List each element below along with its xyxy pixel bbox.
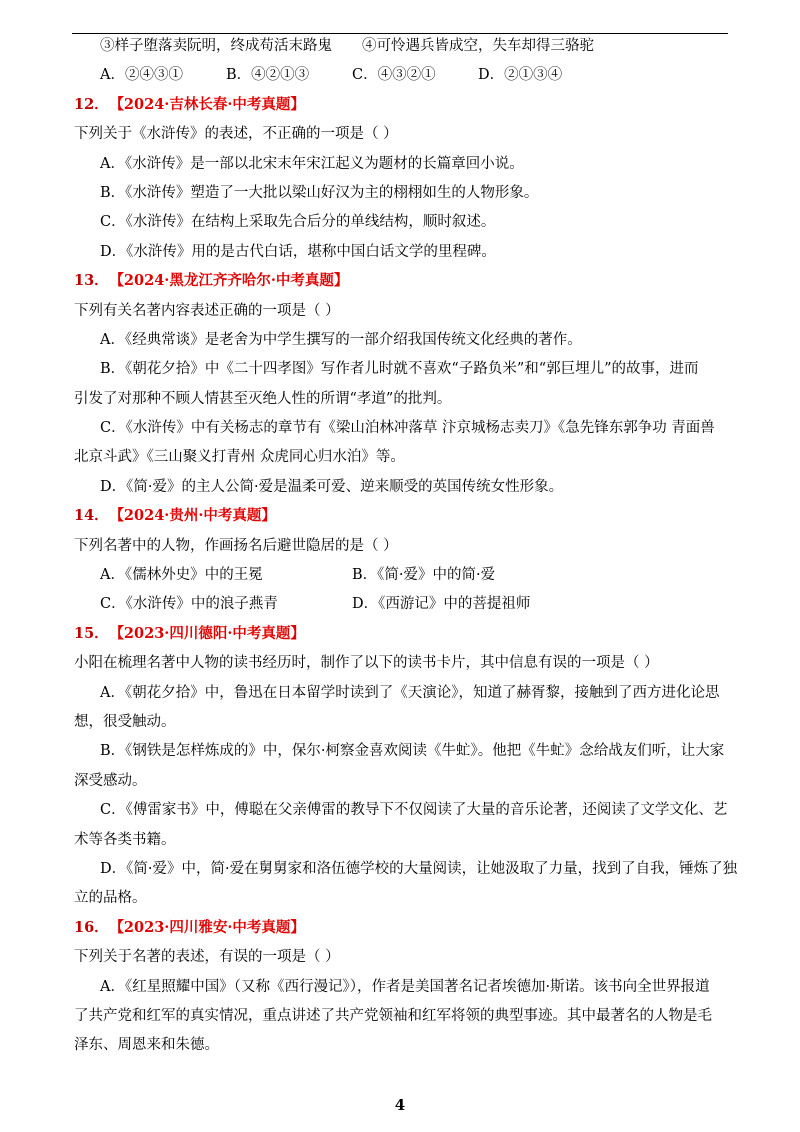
q13-option-a[interactable]: A．《经典常谈》是老舍为中学生撰写的一部介绍我国传统文化经典的著作。 — [100, 331, 582, 348]
question-source-tag: 【2024·吉林长春·中考真题】 — [116, 95, 305, 113]
question-source-tag: 【2024·黑龙江齐齐哈尔·中考真题】 — [116, 272, 349, 290]
q13-option-c-continued: 北京斗武》《三山聚义打青州 众虎同心归水泊》等。 — [74, 449, 405, 466]
q14-options-row-2 — [74, 594, 730, 614]
option-a[interactable]: A．②④③① — [100, 67, 183, 84]
question-source-tag: 【2023·四川雅安·中考真题】 — [116, 918, 305, 936]
question-number: 14． — [74, 507, 109, 525]
q15-option-c-continued: 术等各类书籍。 — [74, 831, 176, 848]
header-rule — [72, 33, 728, 34]
q16-option-a-continued-2: 泽东、周恩来和朱德。 — [74, 1037, 219, 1054]
previous-question-continuation — [74, 36, 730, 56]
option-c[interactable]: C．④③②① — [352, 67, 436, 84]
q14-option-c[interactable]: C．《水浒传》中的浪子燕青 — [100, 596, 278, 613]
question-15-stem: 小阳在梳理名著中人物的读书经历时，制作了以下的读书卡片，其中信息有误的一项是（ ） — [74, 655, 659, 672]
q14-option-d[interactable]: D．《西游记》中的菩提祖师 — [352, 596, 531, 613]
q13-option-d[interactable]: D．《简·爱》的主人公简·爱是温柔可爱、逆来顺受的英国传统女性形象。 — [100, 478, 564, 495]
question-13-stem: 下列有关名著内容表述正确的一项是（ ） — [74, 302, 340, 319]
option-d[interactable]: D．②①③④ — [478, 67, 563, 84]
page-number: 4 — [394, 1096, 406, 1114]
q12-option-a[interactable]: A．《水浒传》是一部以北宋末年宋江起义为题材的长篇章回小说。 — [100, 155, 524, 172]
question-16-header — [74, 918, 730, 938]
q15-option-d-continued: 立的品格。 — [74, 890, 147, 907]
option-b[interactable]: B．④②①③ — [226, 67, 310, 84]
q15-option-c[interactable]: C．《傅雷家书》中，傅聪在父亲傅雷的教导下不仅阅读了大量的音乐论著，还阅读了文学文化、艺 — [100, 802, 728, 819]
item-4: ④可怜遇兵皆成空，失车却得三骆驼 — [362, 38, 594, 54]
question-14-stem: 下列名著中的人物，作画扬名后避世隐居的是（ ） — [74, 537, 398, 554]
q14-option-b[interactable]: B．《简·爱》中的简·爱 — [352, 567, 496, 584]
q15-option-a-continued: 想，很受触动。 — [74, 713, 176, 730]
q12-option-c[interactable]: C．《水浒传》在结构上采取先合后分的单线结构，顺时叙述。 — [100, 214, 496, 231]
question-13-header — [74, 271, 730, 291]
question-14-header — [74, 506, 730, 526]
question-number: 15． — [74, 624, 109, 642]
q13-option-c[interactable]: C．《水浒传》中有关杨志的章节有《梁山泊林冲落草 汴京城杨志卖刀》《急先锋东郭争功 青面兽 — [100, 420, 715, 437]
q14-options-row-1 — [74, 565, 730, 585]
q12-option-b[interactable]: B．《水浒传》塑造了一大批以梁山好汉为主的栩栩如生的人物形象。 — [100, 184, 539, 201]
document-page — [74, 36, 738, 1065]
question-number: 16． — [74, 918, 109, 936]
question-number: 12． — [74, 95, 109, 113]
question-15-header — [74, 624, 730, 644]
q16-option-a-continued: 了共产党和红军的真实情况，重点讲述了共产党领袖和红军将领的典型事迹。其中最著名的人物是毛 — [74, 1007, 712, 1024]
question-number: 13． — [74, 272, 109, 290]
q16-option-a[interactable]: A．《红星照耀中国》（又称《西行漫记》），作者是美国著名记者埃德加·斯诺。该书向全世界报道 — [100, 978, 710, 995]
question-source-tag: 【2024·贵州·中考真题】 — [116, 507, 276, 525]
question-16-stem: 下列关于名著的表述，有误的一项是（ ） — [74, 949, 340, 966]
question-12-stem: 下列关于《水浒传》的表述，不正确的一项是（ ） — [74, 126, 398, 143]
q15-option-a[interactable]: A．《朝花夕拾》中，鲁迅在日本留学时读到了《天演论》，知道了赫胥黎，接触到了西方进化论思 — [100, 684, 720, 701]
q15-option-b[interactable]: B．《钢铁是怎样炼成的》中，保尔·柯察金喜欢阅读《牛虻》。他把《牛虻》念给战友们听，让大家 — [100, 743, 725, 760]
question-source-tag: 【2023·四川德阳·中考真题】 — [116, 624, 305, 642]
q15-option-d[interactable]: D．《简·爱》中，简·爱在舅舅家和洛伍德学校的大量阅读，让她汲取了力量，找到了自我，锤炼了独 — [100, 860, 738, 877]
q14-option-a[interactable]: A．《儒林外史》中的王冕 — [100, 567, 263, 584]
q13-option-b-continued: 引发了对那种不顾人情甚至灭绝人性的所谓“孝道”的批判。 — [74, 390, 452, 407]
item-3: ③样子堕落卖阮明，终成苟活末路鬼 — [100, 38, 332, 54]
q12-option-d[interactable]: D．《水浒传》用的是古代白话，堪称中国白话文学的里程碑。 — [100, 243, 496, 260]
question-12-header — [74, 95, 730, 115]
q15-option-b-continued: 深受感动。 — [74, 772, 147, 789]
q13-option-b[interactable]: B．《朝花夕拾》中《二十四孝图》写作者儿时就不喜欢“子路负米”和“郭巨埋儿”的故事，进而 — [100, 361, 699, 378]
previous-question-options — [74, 65, 730, 85]
